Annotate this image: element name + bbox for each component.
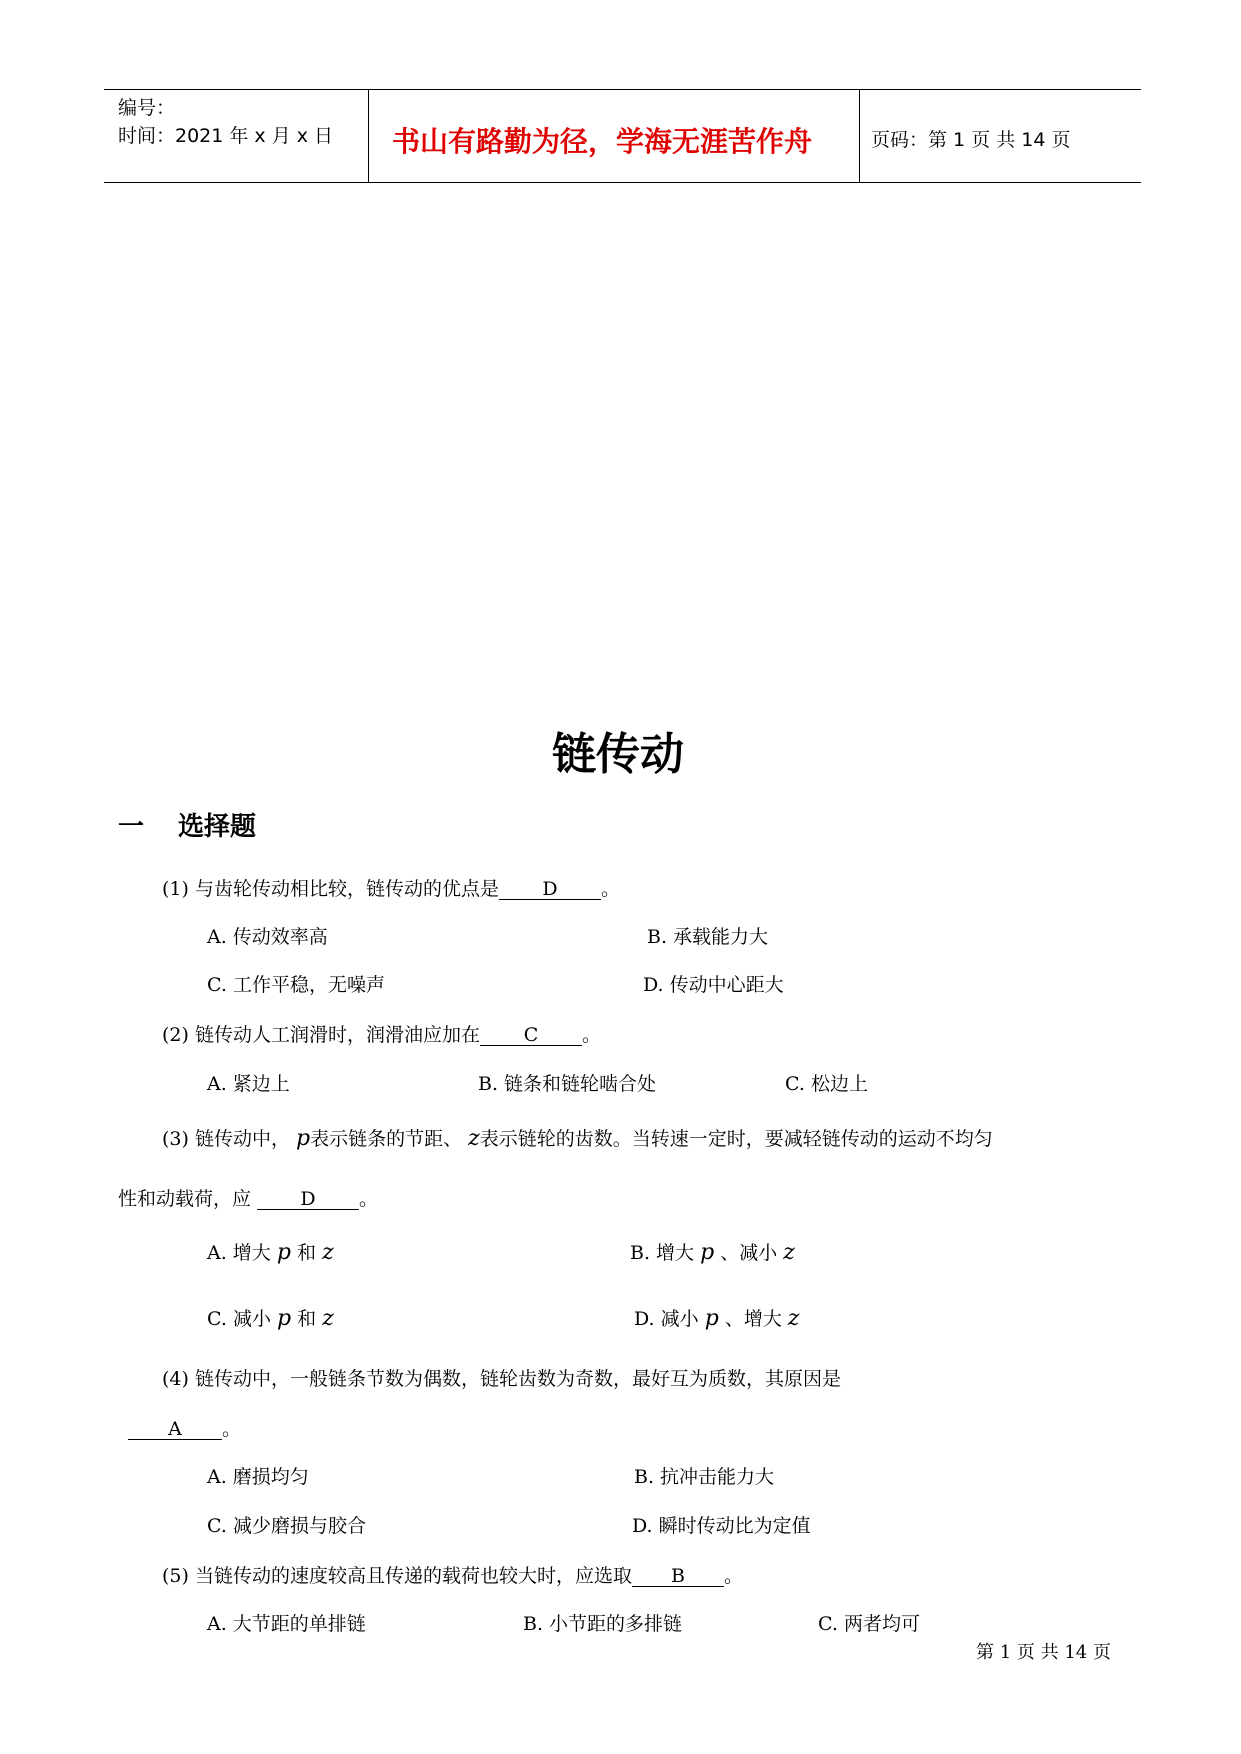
- q3-option-c-p: p: [277, 1306, 292, 1331]
- q1-option-c: C. 工作平稳，无噪声: [207, 974, 385, 996]
- variable-z: z: [468, 1126, 480, 1151]
- header-page-label: 页码：第 1 页 共 14 页: [871, 129, 1071, 151]
- question-3-text-c: 表示链轮的齿数。当转速一定时，要减轻链传动的运动不均匀: [479, 1128, 993, 1150]
- q3-option-b: [630, 1238, 795, 1265]
- q3-option-c-and: 和: [297, 1308, 317, 1330]
- question-5: [162, 1561, 743, 1588]
- question-3-answer: D: [257, 1189, 359, 1210]
- q3-option-d: [634, 1304, 799, 1331]
- q3-option-c: [207, 1304, 334, 1331]
- question-4-line-2: [128, 1414, 241, 1441]
- question-1: [162, 874, 620, 901]
- question-2-text: (2) 链传动人工润滑时，润滑油应加在: [162, 1024, 480, 1046]
- question-3-suffix: 。: [359, 1188, 379, 1210]
- question-1-suffix: 。: [600, 878, 620, 900]
- question-3-text-b: 表示链条的节距、: [310, 1128, 463, 1150]
- question-5-text: (5) 当链传动的速度较高且传递的载荷也较大时，应选取: [162, 1565, 632, 1587]
- q3-option-c-z: z: [322, 1306, 334, 1331]
- q3-option-a-p: p: [276, 1240, 291, 1265]
- q3-option-c-text: C. 减小: [207, 1308, 271, 1330]
- q4-option-d: D. 瞬时传动比为定值: [632, 1515, 811, 1537]
- document-title: 链传动: [552, 729, 684, 780]
- question-5-answer: B: [632, 1566, 724, 1587]
- variable-p: p: [296, 1126, 311, 1151]
- header-time-label: 时间：2021 年 x 月 x 日: [118, 125, 334, 147]
- header-motto: 书山有路勤为径，学海无涯苦作舟: [392, 125, 813, 158]
- header-number-label: 编号：: [118, 97, 176, 119]
- question-2: [162, 1020, 601, 1047]
- page-footer: 第 1 页 共 14 页: [976, 1642, 1111, 1663]
- q3-option-b-p: p: [700, 1240, 715, 1265]
- q3-option-d-text: D. 减小: [634, 1308, 699, 1330]
- question-4-suffix: 。: [222, 1418, 242, 1440]
- q5-option-a: A. 大节距的单排链: [207, 1613, 366, 1635]
- header-divider-right: [859, 89, 860, 183]
- question-5-suffix: 。: [723, 1565, 743, 1587]
- q3-option-d-sep: 、增大: [724, 1308, 782, 1330]
- question-4-text: (4) 链传动中，一般链条节数为偶数，链轮齿数为奇数，最好互为质数，其原因是: [162, 1368, 841, 1390]
- q1-option-b: B. 承载能力大: [647, 926, 769, 948]
- q3-option-a: [207, 1238, 334, 1265]
- q3-option-a-text: A. 增大: [207, 1242, 271, 1264]
- q4-option-c: C. 减少磨损与胶合: [207, 1515, 366, 1537]
- question-3-text-d: 性和动载荷，应: [118, 1188, 258, 1210]
- q3-option-d-z: z: [787, 1306, 800, 1331]
- q3-option-b-sep: 、减小: [720, 1242, 778, 1264]
- section-number: 一: [118, 812, 145, 842]
- section-title: 选择题: [178, 812, 257, 842]
- header-top-rule: [104, 89, 1141, 90]
- header-divider-left: [368, 89, 369, 183]
- question-2-suffix: 。: [581, 1024, 601, 1046]
- question-1-text: (1) 与齿轮传动相比较，链传动的优点是: [162, 878, 499, 900]
- q2-option-b: B. 链条和链轮啮合处: [478, 1073, 657, 1095]
- question-3-line-2: [118, 1184, 378, 1211]
- q5-option-c: C. 两者均可: [818, 1613, 920, 1635]
- question-4-answer: A: [128, 1419, 222, 1440]
- q1-option-a: A. 传动效率高: [207, 926, 328, 948]
- q3-option-a-z: z: [322, 1240, 334, 1265]
- question-2-answer: C: [480, 1025, 582, 1046]
- q3-option-b-text: B. 增大: [630, 1242, 695, 1264]
- q5-option-b: B. 小节距的多排链: [523, 1613, 683, 1635]
- question-3-line-1: [162, 1124, 993, 1151]
- q4-option-b: B. 抗冲击能力大: [634, 1466, 775, 1488]
- q1-option-d: D. 传动中心距大: [643, 974, 784, 996]
- q4-option-a: A. 磨损均匀: [207, 1466, 309, 1488]
- question-1-answer: D: [499, 879, 601, 900]
- q3-option-a-and: 和: [297, 1242, 317, 1264]
- q3-option-b-z: z: [783, 1240, 795, 1265]
- q3-option-d-p: p: [704, 1306, 719, 1331]
- q2-option-a: A. 紧边上: [207, 1073, 290, 1095]
- q2-option-c: C. 松边上: [785, 1073, 868, 1095]
- question-3-text-a: (3) 链传动中，: [162, 1128, 290, 1150]
- header-bottom-rule: [104, 182, 1141, 183]
